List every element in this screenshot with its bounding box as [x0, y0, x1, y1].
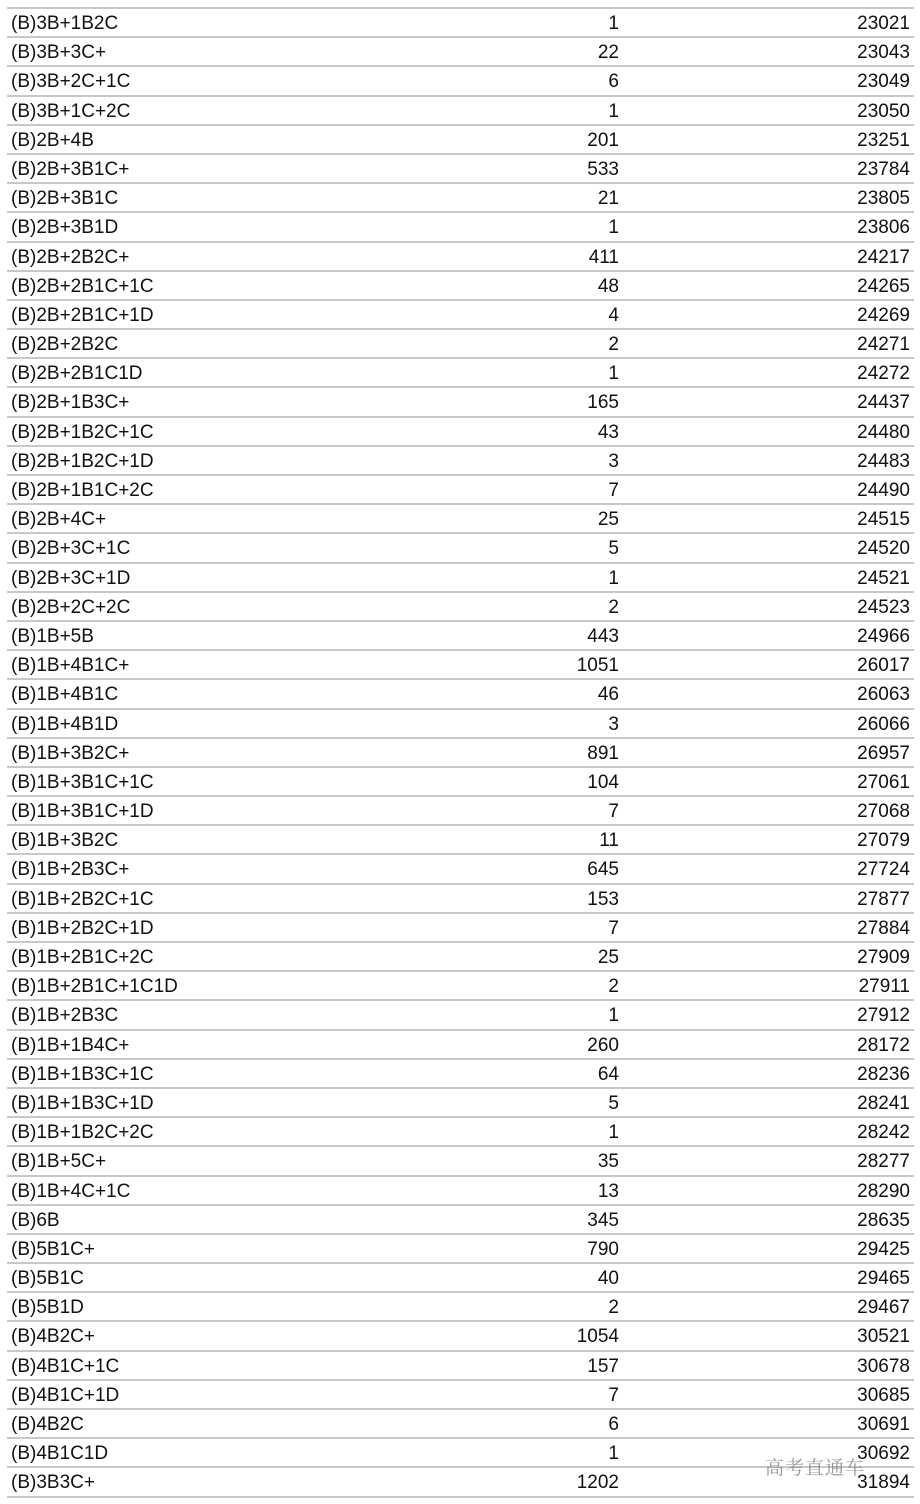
table-row [7, 797, 914, 826]
cumulative-count-cell: 29425 [857, 1238, 910, 1260]
grade-combination-cell: (B)1B+2B2C+1D [11, 917, 154, 939]
grade-combination-cell: (B)1B+3B2C [11, 830, 119, 852]
count-cell: 21 [597, 188, 619, 210]
cumulative-count-cell: 30692 [857, 1443, 910, 1465]
grade-combination-cell: (B)3B+1C+2C [11, 100, 131, 122]
table-row [7, 97, 914, 126]
table-row [7, 476, 914, 505]
cumulative-count-cell: 24272 [857, 363, 910, 385]
count-cell: 165 [587, 392, 619, 414]
grade-combination-cell: (B)1B+1B4C+ [11, 1034, 130, 1056]
table-row [7, 38, 914, 67]
grade-combination-cell: (B)5B1D [11, 1297, 84, 1319]
table-row [7, 1264, 914, 1293]
grade-combination-cell: (B)2B+2B1C+1C [11, 275, 154, 297]
grade-combination-cell: (B)1B+3B2C+ [11, 742, 130, 764]
watermark: 高考直通车 [764, 1457, 865, 1479]
grade-combination-cell: (B)2B+1B3C+ [11, 392, 130, 414]
count-cell: 201 [587, 129, 619, 151]
count-cell: 790 [587, 1238, 619, 1260]
grade-combination-cell: (B)4B2C [11, 1414, 84, 1435]
grade-combination-cell: (B)3B3C+ [11, 1472, 95, 1494]
grade-combination-cell: (B)4B1C+1C [11, 1355, 120, 1377]
count-cell: 48 [597, 275, 619, 297]
cumulative-count-cell: 27884 [857, 917, 910, 939]
count-cell: 1 [608, 1005, 619, 1027]
grade-combination-cell: (B)2B+3B1D [11, 217, 119, 239]
table-row [7, 855, 914, 884]
grade-combination-cell: (B)4B1C1D [11, 1443, 109, 1465]
table-row [7, 243, 914, 272]
count-cell: 1 [608, 567, 619, 589]
grade-combination-cell: (B)1B+2B3C [11, 1005, 119, 1027]
table-row [7, 1410, 914, 1439]
cumulative-count-cell: 27877 [857, 888, 910, 910]
grade-combination-cell: (B)2B+2C+2C [11, 596, 131, 618]
table-row [7, 1293, 914, 1322]
table-row [7, 184, 914, 213]
cumulative-count-cell: 28242 [857, 1122, 910, 1144]
grade-combination-cell: (B)3B+3C+ [11, 42, 107, 64]
cumulative-count-cell: 27061 [857, 771, 910, 793]
count-cell: 2 [608, 976, 619, 998]
count-cell: 13 [597, 1180, 619, 1202]
count-cell: 260 [587, 1034, 619, 1056]
grade-combination-cell: (B)1B+2B1C+2C [11, 947, 154, 968]
table-row [7, 330, 914, 359]
grade-combination-cell: (B)5B1C [11, 1268, 84, 1290]
table-row [7, 651, 914, 680]
table-row [7, 1118, 914, 1147]
cumulative-count-cell: 24271 [857, 334, 910, 356]
table-row [7, 1001, 914, 1030]
grade-combination-cell: (B)1B+2B1C+1C1D [11, 976, 178, 998]
cumulative-count-cell: 24520 [857, 538, 910, 560]
count-cell: 7 [608, 917, 619, 939]
count-cell: 4 [608, 304, 619, 326]
count-cell: 5 [608, 1092, 619, 1114]
table-row [7, 505, 914, 534]
cumulative-count-cell: 24265 [857, 275, 910, 297]
table-row [7, 418, 914, 447]
cumulative-count-cell: 23049 [857, 71, 910, 93]
count-cell: 6 [608, 1414, 619, 1435]
table-row [7, 1322, 914, 1351]
table-row [7, 1031, 914, 1060]
cumulative-count-cell: 24966 [857, 625, 910, 647]
grade-combination-cell: (B)2B+2B1C+1D [11, 304, 154, 326]
count-cell: 891 [587, 742, 619, 764]
table-row [7, 1381, 914, 1410]
cumulative-count-cell: 26063 [857, 684, 910, 706]
count-cell: 2 [608, 1297, 619, 1319]
count-cell: 43 [597, 421, 619, 443]
count-cell: 1 [608, 100, 619, 122]
count-cell: 411 [588, 246, 619, 268]
count-cell: 345 [587, 1209, 619, 1231]
cumulative-count-cell: 28241 [857, 1092, 910, 1114]
count-cell: 443 [587, 625, 619, 647]
count-cell: 64 [597, 1063, 619, 1085]
count-cell: 6 [608, 71, 619, 93]
table-row [7, 388, 914, 417]
grade-combination-cell: (B)1B+5B [11, 625, 94, 647]
grade-combination-cell: (B)1B+1B3C+1D [11, 1092, 154, 1114]
cumulative-count-cell: 26017 [857, 655, 910, 677]
count-cell: 3 [608, 450, 619, 472]
count-cell: 1 [608, 363, 619, 385]
cumulative-count-cell: 28172 [857, 1034, 910, 1056]
grade-combination-cell: (B)2B+1B2C+1C [11, 421, 154, 443]
count-cell: 25 [597, 947, 619, 968]
table-row [7, 826, 914, 855]
grade-combination-cell: (B)1B+1B3C+1C [11, 1063, 154, 1085]
count-cell: 157 [587, 1355, 619, 1377]
grade-combination-cell: (B)1B+4B1C [11, 684, 119, 706]
cumulative-count-cell: 29465 [857, 1268, 910, 1290]
count-cell: 2 [608, 334, 619, 356]
grade-combination-cell: (B)2B+3C+1C [11, 538, 131, 560]
grade-combination-cell: (B)2B+3C+1D [11, 567, 131, 589]
grade-combination-cell: (B)3B+2C+1C [11, 71, 131, 93]
grade-combination-cell: (B)5B1C+ [11, 1238, 95, 1260]
cumulative-count-cell: 27079 [857, 830, 910, 852]
grade-combination-cell: (B)1B+5C+ [11, 1151, 107, 1173]
cumulative-count-cell: 23043 [857, 42, 910, 64]
table-row [7, 67, 914, 96]
table-row [7, 885, 914, 914]
table-row [7, 126, 914, 155]
table-row [7, 1147, 914, 1176]
cumulative-count-cell: 23806 [857, 217, 910, 239]
count-cell: 7 [608, 480, 619, 501]
grade-combination-cell: (B)1B+4B1D [11, 713, 119, 735]
table-row [7, 213, 914, 242]
table-row [7, 914, 914, 943]
cumulative-count-cell: 26066 [857, 713, 910, 735]
table-row [7, 943, 914, 972]
count-cell: 7 [608, 801, 619, 823]
cumulative-count-cell: 24490 [857, 480, 910, 501]
table-row [7, 1206, 914, 1235]
cumulative-count-cell: 24437 [857, 392, 910, 414]
grade-combination-cell: (B)1B+4C+1C [11, 1180, 131, 1202]
count-cell: 1 [608, 217, 619, 239]
cumulative-count-cell: 30685 [857, 1384, 910, 1406]
count-cell: 1 [608, 13, 619, 34]
cumulative-count-cell: 30691 [857, 1414, 910, 1435]
grade-combination-cell: (B)4B1C+1D [11, 1384, 120, 1406]
table-row [7, 534, 914, 563]
cumulative-count-cell: 23251 [857, 129, 910, 151]
cumulative-count-cell: 28277 [857, 1151, 910, 1173]
cumulative-count-cell: 28236 [857, 1063, 910, 1085]
grade-combination-cell: (B)2B+2B1C1D [11, 363, 143, 385]
grade-combination-cell: (B)1B+3B1C+1D [11, 801, 154, 823]
cumulative-count-cell: 23805 [857, 188, 910, 210]
cumulative-count-cell: 30521 [857, 1326, 910, 1348]
cumulative-count-cell: 27912 [857, 1005, 910, 1027]
grade-distribution-table [7, 7, 914, 1498]
cumulative-count-cell: 24483 [857, 450, 910, 472]
table-row [7, 1060, 914, 1089]
cumulative-count-cell: 24217 [857, 246, 910, 268]
grade-combination-cell: (B)2B+3B1C [11, 188, 119, 210]
grade-combination-cell: (B)1B+3B1C+1C [11, 771, 154, 793]
grade-combination-cell: (B)1B+1B2C+2C [11, 1122, 154, 1144]
table-row [7, 9, 914, 38]
count-cell: 1051 [576, 655, 619, 677]
count-cell: 1 [608, 1443, 619, 1465]
cumulative-count-cell: 23784 [857, 158, 910, 180]
table-row [7, 680, 914, 709]
count-cell: 2 [608, 596, 619, 618]
cumulative-count-cell: 30678 [857, 1355, 910, 1377]
count-cell: 22 [597, 42, 619, 64]
count-cell: 11 [599, 830, 619, 852]
table-row [7, 739, 914, 768]
count-cell: 3 [608, 713, 619, 735]
cumulative-count-cell: 26957 [857, 742, 910, 764]
table-row [7, 301, 914, 330]
table-row [7, 972, 914, 1001]
count-cell: 153 [587, 888, 619, 910]
grade-combination-cell: (B)1B+4B1C+ [11, 655, 130, 677]
count-cell: 645 [587, 859, 619, 881]
count-cell: 1 [608, 1122, 619, 1144]
table-row [7, 1235, 914, 1264]
table-row [7, 1177, 914, 1206]
table-row [7, 447, 914, 476]
cumulative-count-cell: 27911 [858, 976, 910, 998]
table-row [7, 1352, 914, 1381]
count-cell: 25 [597, 509, 619, 531]
grade-combination-cell: (B)1B+2B3C+ [11, 859, 130, 881]
table-row [7, 768, 914, 797]
cumulative-count-cell: 31894 [857, 1472, 910, 1494]
grade-combination-cell: (B)2B+2B2C+ [11, 246, 130, 268]
cumulative-count-cell: 24515 [857, 509, 910, 531]
grade-combination-cell: (B)2B+2B2C [11, 334, 119, 356]
table-row [7, 272, 914, 301]
cumulative-count-cell: 24523 [857, 596, 910, 618]
table-row [7, 622, 914, 651]
grade-combination-cell: (B)2B+1B1C+2C [11, 480, 154, 501]
table-row [7, 710, 914, 739]
table-row [7, 359, 914, 388]
grade-combination-cell: (B)3B+1B2C [11, 13, 119, 34]
cumulative-count-cell: 29467 [857, 1297, 910, 1319]
count-cell: 40 [597, 1268, 619, 1290]
cumulative-count-cell: 27909 [857, 947, 910, 968]
grade-combination-cell: (B)2B+4B [11, 129, 94, 151]
count-cell: 7 [608, 1384, 619, 1406]
grade-combination-cell: (B)6B [11, 1209, 60, 1231]
table-row [7, 1089, 914, 1118]
count-cell: 533 [587, 158, 619, 180]
cumulative-count-cell: 23050 [857, 100, 910, 122]
cumulative-count-cell: 28635 [857, 1209, 910, 1231]
cumulative-count-cell: 28290 [857, 1180, 910, 1202]
count-cell: 46 [597, 684, 619, 706]
count-cell: 1054 [576, 1326, 619, 1348]
count-cell: 104 [587, 771, 619, 793]
grade-combination-cell: (B)2B+1B2C+1D [11, 450, 154, 472]
grade-combination-cell: (B)2B+3B1C+ [11, 158, 130, 180]
cumulative-count-cell: 24480 [857, 421, 910, 443]
grade-combination-cell: (B)1B+2B2C+1C [11, 888, 154, 910]
cumulative-count-cell: 24521 [857, 567, 910, 589]
table-row [7, 593, 914, 622]
count-cell: 5 [608, 538, 619, 560]
cumulative-count-cell: 24269 [857, 304, 910, 326]
count-cell: 1202 [576, 1472, 619, 1494]
cumulative-count-cell: 23021 [857, 13, 910, 34]
table-row [7, 564, 914, 593]
cumulative-count-cell: 27068 [857, 801, 910, 823]
table-row [7, 155, 914, 184]
cumulative-count-cell: 27724 [857, 859, 910, 881]
grade-combination-cell: (B)2B+4C+ [11, 509, 107, 531]
grade-combination-cell: (B)4B2C+ [11, 1326, 95, 1348]
count-cell: 35 [597, 1151, 619, 1173]
